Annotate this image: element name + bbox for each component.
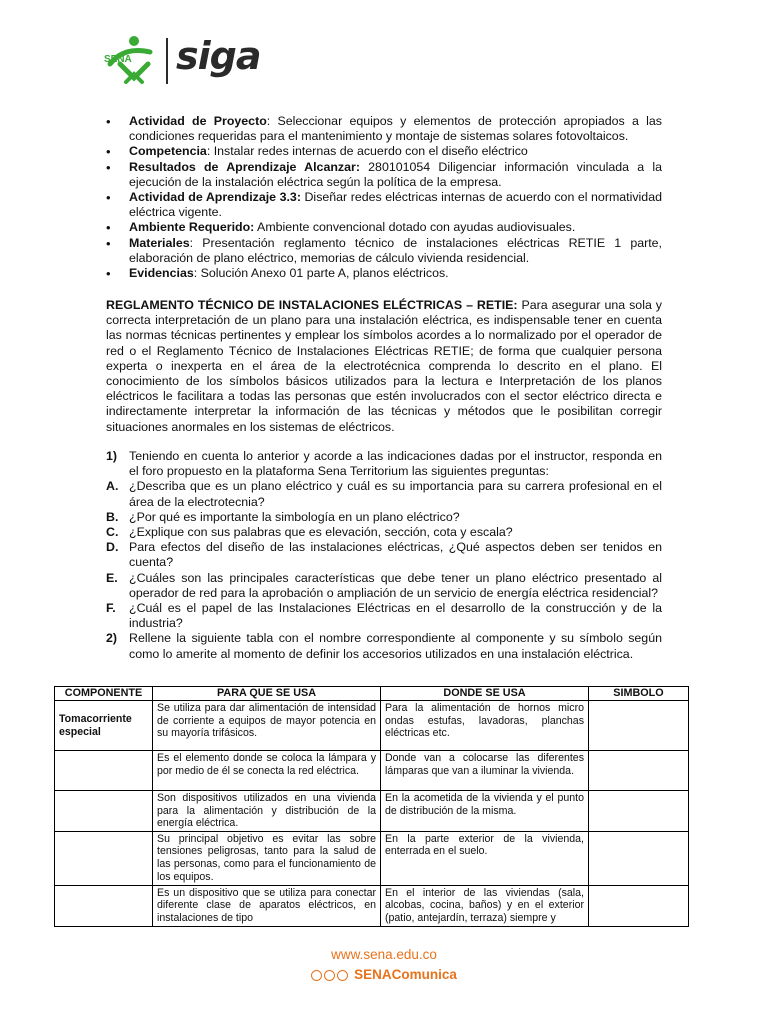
header-donde: DONDE SE USA	[381, 687, 589, 701]
header-para-que: PARA QUE SE USA	[153, 687, 381, 701]
question-marker: B.	[106, 509, 119, 524]
header-componente: COMPONENTE	[55, 687, 153, 701]
table-row	[55, 791, 689, 832]
bullet-label: Ambiente Requerido:	[129, 220, 255, 235]
bullet-label: Resultados de Aprendizaje Alcanzar:	[129, 159, 360, 174]
footer-url[interactable]: www.sena.edu.co	[331, 947, 437, 962]
component-table	[54, 686, 689, 927]
cell-donde: Para la alimentación de hornos micro ondas estufas, lavadoras, planchas eléctricas etc.	[381, 701, 589, 751]
cell-simbolo	[589, 701, 689, 751]
bullet-text: : Presentación reglamento técnico de instalaciones eléctricas RETIE 1 parte, elaboración de plano eléctrico, memorias de cálculo vivienda residencial.	[129, 235, 662, 265]
table-row	[55, 885, 689, 926]
question-marker: 2)	[106, 631, 118, 646]
facebook-icon[interactable]	[337, 970, 348, 981]
bullet-text: Diseñar redes eléctricas internas de acuerdo con el normatividad eléctrica vigente.	[129, 190, 662, 220]
question-list	[106, 449, 662, 662]
table-row	[55, 701, 689, 751]
logo-divider	[166, 38, 168, 84]
footer-social-handle: SENAComunica	[354, 967, 457, 982]
cell-para-que: Se utiliza para dar alimentación de intensidad de corriente a equipos de mayor potencia en su mayoría trifásicos.	[153, 701, 381, 751]
bullet-label: Competencia	[129, 144, 207, 159]
bullet-text: : Instalar redes internas de acuerdo con el diseño eléctrico	[206, 144, 528, 159]
question-text: ¿Describa que es un plano eléctrico y cuál es su importancia para su carrera profesional en el área de la electrotecnia?	[129, 479, 662, 509]
bullet-item	[106, 236, 662, 266]
bullet-item	[106, 114, 662, 144]
cell-para-que: Son dispositivos utilizados en una vivienda para la alimentación y distribución de la energía eléctrica.	[153, 791, 381, 832]
cell-donde: En el interior de las viviendas (sala, alcobas, cocina, baños) y en el exterior (patio, antejardín, terraza) siempre y	[381, 885, 589, 926]
question-item	[106, 601, 662, 631]
bullet-text: : Seleccionar equipos y elementos de protección apropiados a las condiciones requeridas para el mantenimiento y montaje de sistemas solares fotovoltaicos.	[129, 114, 662, 144]
cell-simbolo	[589, 831, 689, 885]
bullet-item	[106, 266, 662, 281]
question-marker: C.	[106, 525, 119, 540]
question-text: ¿Explique con sus palabras que es elevación, sección, cota y escala?	[129, 525, 513, 540]
cell-simbolo	[589, 791, 689, 832]
cell-para-que: Es el elemento donde se coloca la lámpara y por medio de él se conecta la red eléctrica.	[153, 751, 381, 791]
cell-donde: Donde van a colocarse las diferentes lámparas que van a iluminar la vivienda.	[381, 751, 589, 791]
document-header	[104, 34, 304, 90]
question-text: ¿Cuál es el papel de las Instalaciones Eléctricas en el desarrollo de la construcción y de la industria?	[129, 601, 662, 631]
cell-simbolo	[589, 751, 689, 791]
bullet-item	[106, 220, 662, 235]
question-text: ¿Cuáles son las principales características que debe tener un plano eléctrico presentado al operador de red para la aprobación o ampliación de un servicio de energía eléctrica residencial?	[129, 570, 662, 600]
sena-logo-text: SENA	[104, 54, 132, 65]
question-marker: E.	[106, 570, 118, 585]
retie-heading: REGLAMENTO TÉCNICO DE INSTALACIONES ELÉCTRICAS – RETIE:	[106, 298, 518, 312]
question-item	[106, 449, 662, 479]
activity-bullet-list	[106, 114, 662, 281]
bullet-item	[106, 160, 662, 190]
question-text: Para efectos del diseño de las instalaciones eléctricas, ¿Qué aspectos deben ser tenidos en cuenta?	[129, 540, 662, 570]
question-text: Teniendo en cuenta lo anterior y acorde a las indicaciones dadas por el instructor, responda en el foro propuesto en la plataforma Sena Territorium las siguientes preguntas:	[129, 449, 662, 479]
sena-logo-icon	[104, 34, 156, 86]
twitter-icon[interactable]	[311, 970, 322, 981]
question-item	[106, 479, 662, 509]
cell-para-que: Es un dispositivo que se utiliza para conectar diferente clase de aparatos eléctricos, en instalaciones de tipo	[153, 885, 381, 926]
question-item	[106, 540, 662, 570]
cell-componente	[55, 831, 153, 885]
social-icons-group	[311, 969, 350, 984]
question-marker: F.	[106, 601, 116, 616]
footer-social	[0, 967, 768, 984]
bullet-item	[106, 190, 662, 220]
retie-paragraph	[106, 298, 662, 435]
question-marker: D.	[106, 540, 119, 555]
question-text: ¿Por qué es importante la simbología en un plano eléctrico?	[129, 509, 460, 524]
question-item	[106, 571, 662, 601]
bullet-label: Actividad de Proyecto	[129, 114, 267, 128]
question-item	[106, 525, 662, 540]
bullet-label: Materiales	[129, 235, 190, 250]
cell-componente	[55, 751, 153, 791]
table-row	[55, 751, 689, 791]
cell-donde: En la parte exterior de la vivienda, enterrada en el suelo.	[381, 831, 589, 885]
cell-componente: Tomacorriente especial	[55, 701, 153, 751]
siga-wordmark: siga	[176, 34, 261, 78]
bullet-item	[106, 144, 662, 159]
cell-componente	[55, 885, 153, 926]
question-marker: A.	[106, 479, 119, 494]
header-simbolo: SIMBOLO	[589, 687, 689, 701]
table-row	[55, 831, 689, 885]
question-item	[106, 631, 662, 661]
retie-body: Para asegurar una sola y correcta interpretación de un plano para una instalación eléctrica, es indispensable tener en cuenta las normas técnicas pertinentes y emplear los símbolos acordes a lo normalizado por el operador de red o el Reglamento Técnico de Instalaciones Eléctricas RETIE; de forma que cualquier persona experta o inexperta en el área de la electrotécnica comprenda lo descrito en el plano. El conocimiento de los símbolos básicos utilizados para la lectura e Interpretación de los planos eléctricos le facilitara a todas las personas que estén involucrados con el sector eléctrico directa e indirectamente interpretar la información de las técnicas y métodos que le posibilitan corregir situaciones anormales en los sistemas de eléctricos.	[106, 298, 662, 434]
cell-simbolo	[589, 885, 689, 926]
bullet-label: Evidencias	[129, 266, 194, 281]
bullet-label: Actividad de Aprendizaje 3.3:	[129, 190, 301, 205]
cell-componente	[55, 791, 153, 832]
question-marker: 1)	[106, 449, 118, 463]
cell-para-que: Su principal objetivo es evitar las sobre tensiones peligrosas, tanto para la salud de las personas, como para el funcionamiento de los equipos.	[153, 831, 381, 885]
bullet-text: 280101054 Diligenciar información vinculada a la ejecución de la instalación eléctrica según la política de la empresa.	[129, 159, 662, 189]
instagram-icon[interactable]	[324, 970, 335, 981]
bullet-text: : Solución Anexo 01 parte A, planos eléctricos.	[193, 266, 449, 281]
table-header-row	[55, 687, 689, 701]
question-text: Rellene la siguiente tabla con el nombre correspondiente al componente y su símbolo según como lo amerite al momento de definir los accesorios utilizados en una instalación eléctrica.	[129, 631, 662, 661]
question-item	[106, 510, 662, 525]
bullet-text: Ambiente convencional dotado con ayudas audiovisuales.	[254, 220, 576, 235]
cell-donde: En la acometida de la vivienda y el punto de distribución de la misma.	[381, 791, 589, 832]
